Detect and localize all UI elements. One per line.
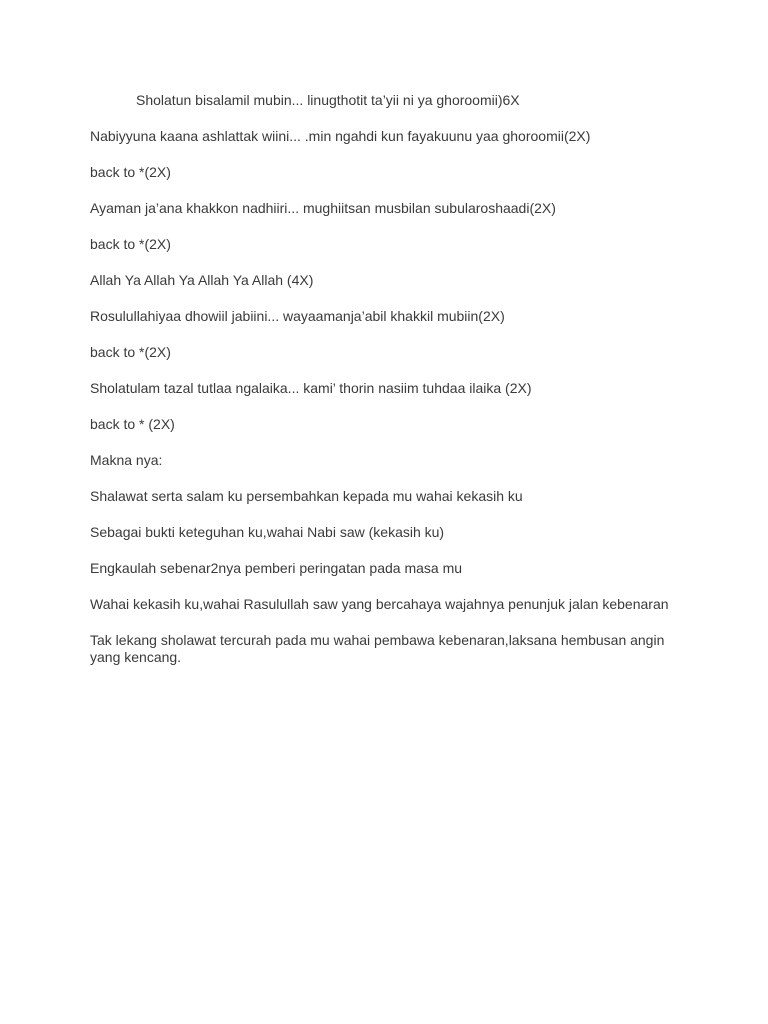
paragraph-5: back to *(2X): [90, 236, 171, 252]
paragraph-1: Sholatun bisalamil mubin... linugthotit ta’yii ni ya ghoroomii)6X: [136, 92, 520, 108]
paragraph-3: back to *(2X): [90, 164, 171, 180]
paragraph-2: Nabiyyuna kaana ashlattak wiini... .min ngahdi kun fayakuunu yaa ghoroomii(2X): [90, 128, 591, 144]
paragraph-9: Sholatulam tazal tutlaa ngalaika... kami’ thorin nasiim tuhdaa ilaika (2X): [90, 380, 532, 396]
paragraph-6: Allah Ya Allah Ya Allah Ya Allah (4X): [90, 272, 314, 288]
paragraph-8: back to *(2X): [90, 344, 171, 360]
paragraph-7: Rosulullahiyaa dhowiil jabiini... wayaamanja’abil khakkil mubiin(2X): [90, 308, 505, 324]
paragraph-10: back to * (2X): [90, 416, 175, 432]
paragraph-4: Ayaman ja’ana khakkon nadhiiri... mughiitsan musbilan subularoshaadi(2X): [90, 200, 556, 216]
document-body: [90, 92, 680, 685]
paragraph-11: Makna nya:: [90, 452, 163, 468]
paragraph-14: Engkaulah sebenar2nya pemberi peringatan pada masa mu: [90, 560, 463, 576]
paragraph-12: Shalawat serta salam ku persembahkan kepada mu wahai kekasih ku: [90, 488, 523, 504]
paragraph-13: Sebagai bukti keteguhan ku,wahai Nabi saw (kekasih ku): [90, 524, 445, 540]
paragraph-15: Wahai kekasih ku,wahai Rasulullah saw yang bercahaya wajahnya penunjuk jalan kebenaran: [90, 596, 669, 612]
paragraph-16: Tak lekang sholawat tercurah pada mu wahai pembawa kebenaran,laksana hembusan angin yang kencang.: [90, 632, 665, 665]
